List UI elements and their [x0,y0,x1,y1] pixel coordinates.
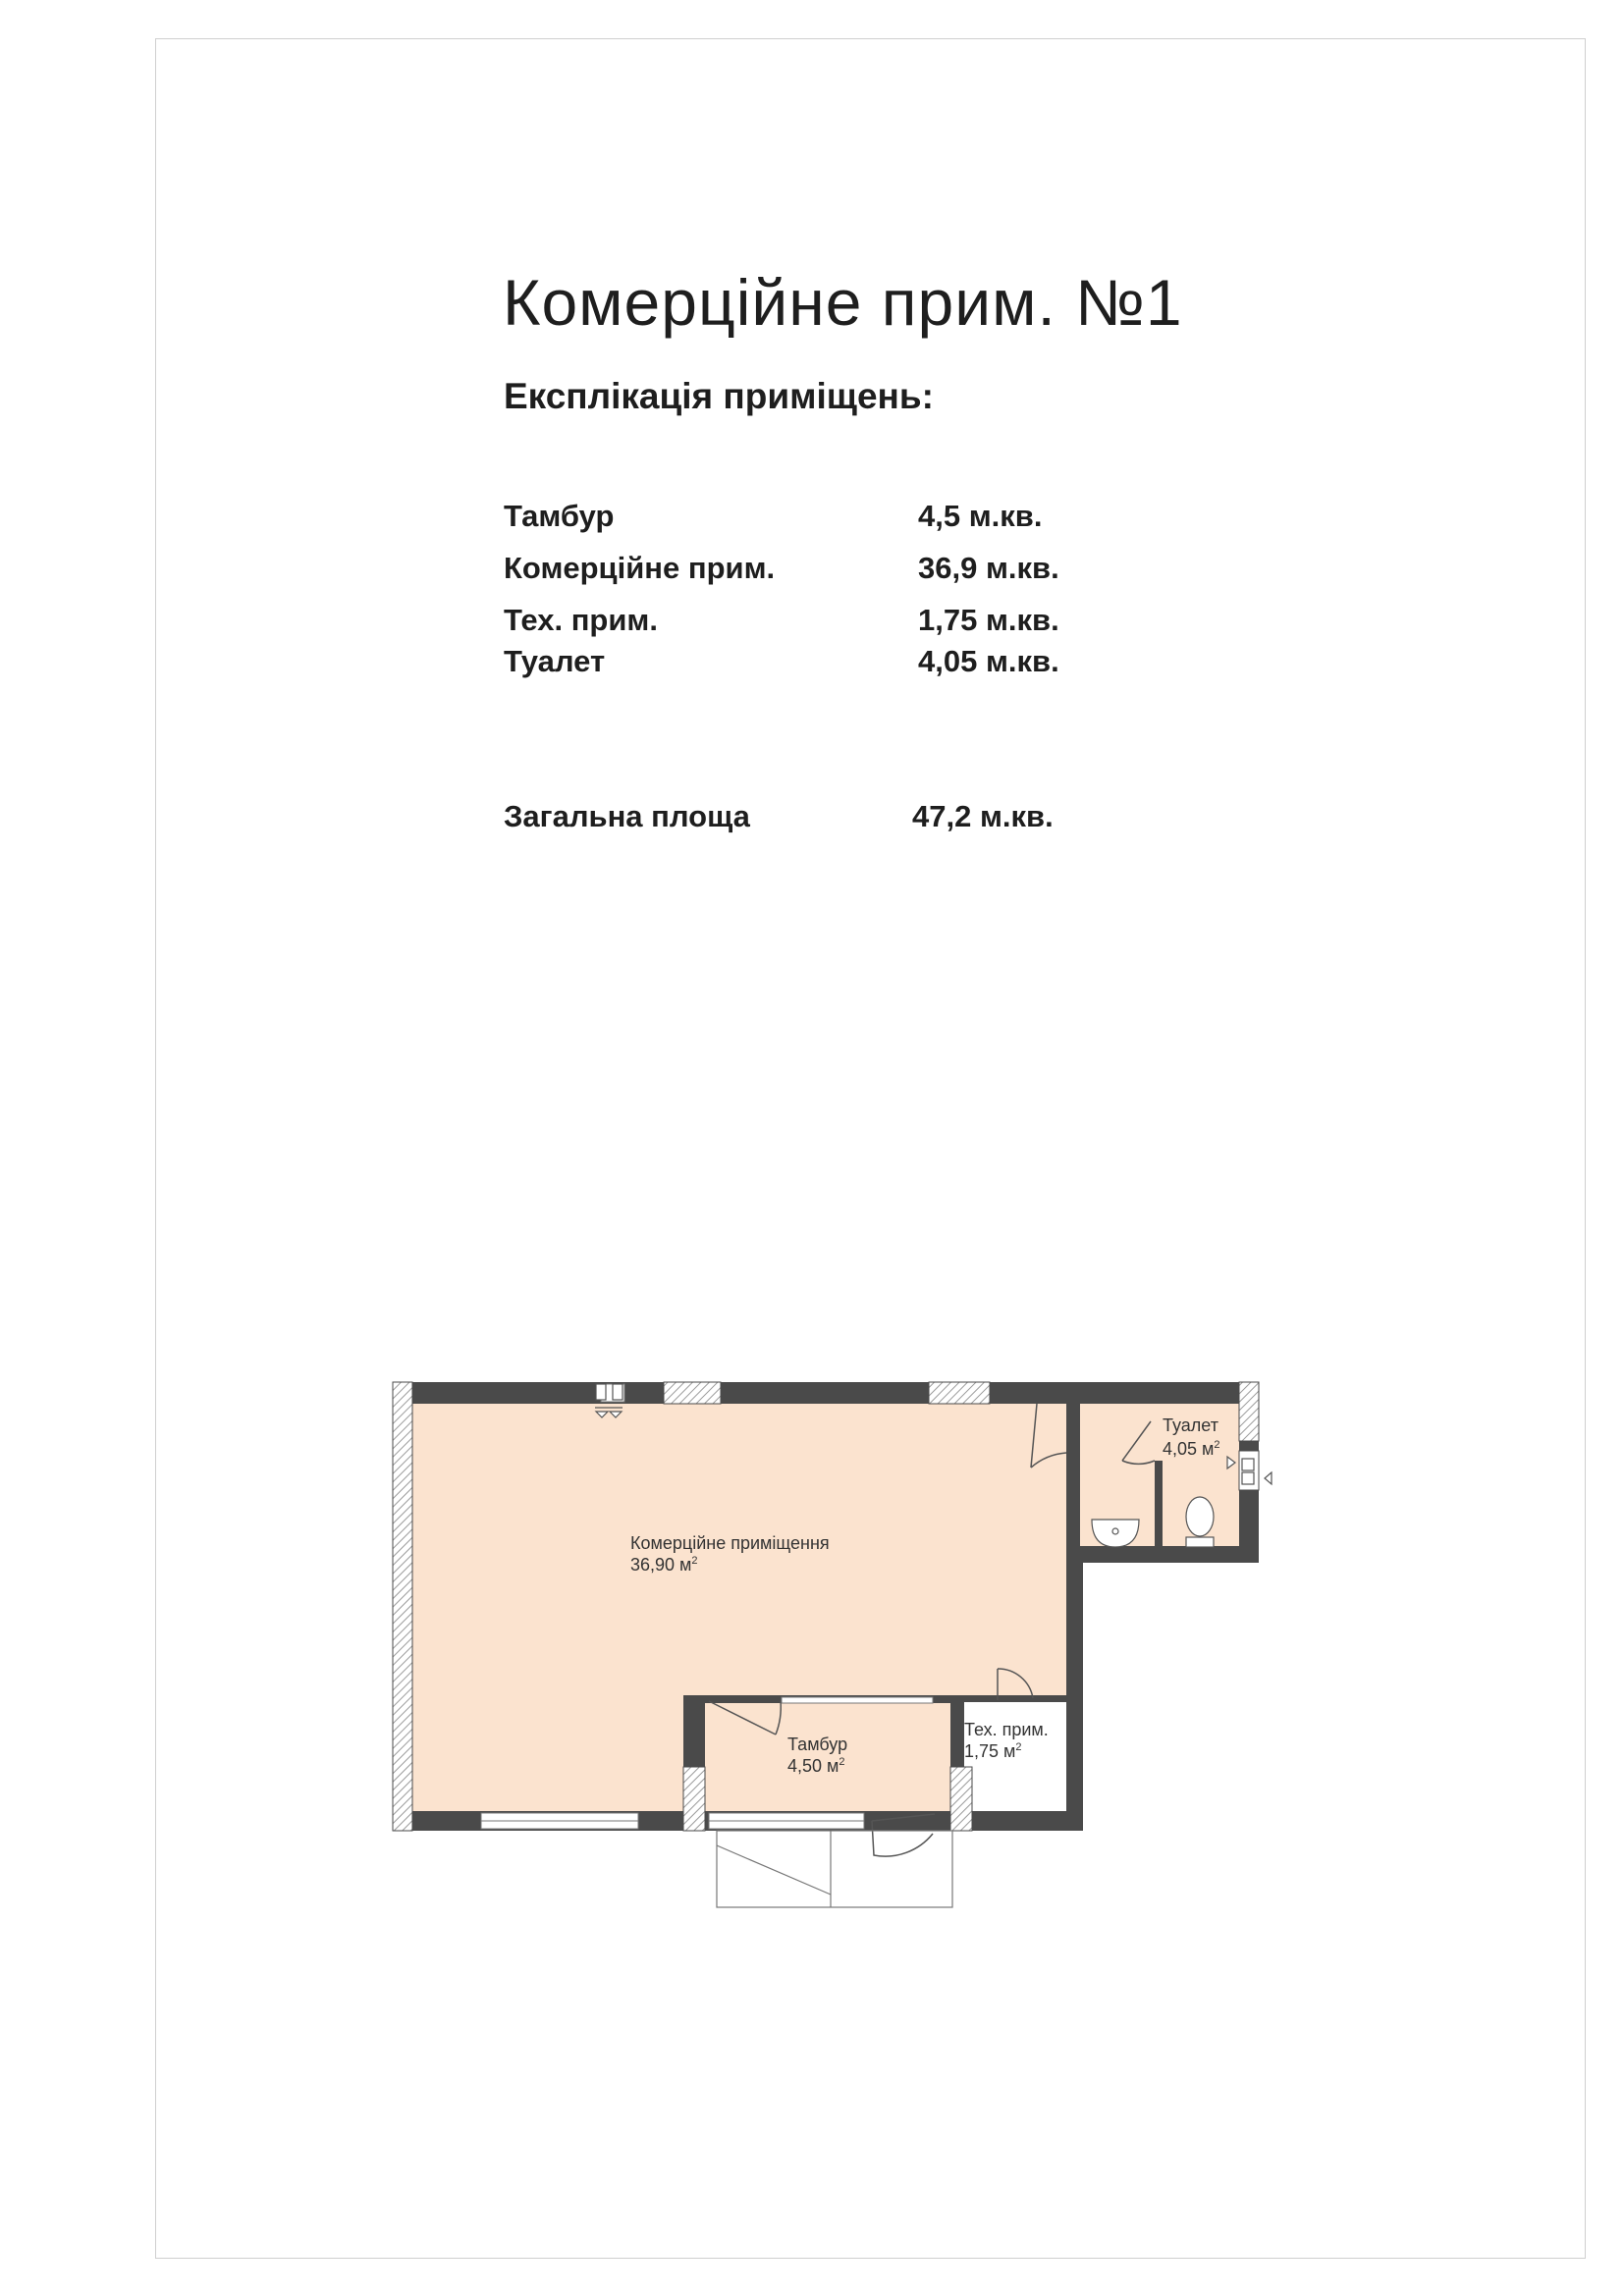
explication-heading: Експлікація приміщень: [504,376,934,416]
svg-text:1,75 м2 [964,1741,1022,1761]
room-name: Туалет [504,644,606,678]
tech-room-area: 1,75 м [964,1741,1016,1761]
tech-room-name: Тех. прим. [964,1720,1049,1739]
total-area: 47,2 м.кв. [912,799,1054,833]
sup-2: 2 [691,1555,698,1567]
room-name: Тамбур [504,499,615,533]
page-title: Комерційне прим. №1 [503,266,1183,339]
sup-2: 2 [1214,1439,1220,1451]
svg-text:36,90 м2 [630,1555,698,1575]
svg-text:4,50 м2 [787,1756,845,1776]
room-area: 1,75 м.кв. [918,603,1059,637]
room-name: Комерційне прим. [504,551,776,585]
svg-text:4,05 м2 [1163,1439,1220,1459]
sup-2: 2 [839,1756,845,1768]
room-name: Тех. прим. [504,603,658,637]
sup-2: 2 [1015,1741,1022,1753]
room-label-tech [964,1720,1049,1761]
tambur-room-name: Тамбур [787,1735,848,1754]
page-border [155,38,1586,2259]
porch [717,1831,952,1907]
commercial-room-name: Комерційне приміщення [630,1533,830,1553]
room-area: 4,05 м.кв. [918,644,1059,678]
toilet-room-area: 4,05 м [1163,1439,1215,1459]
commercial-room-area: 36,90 м [630,1555,692,1575]
floor-plan [373,1364,1296,1914]
tambur-room-area: 4,50 м [787,1756,839,1776]
total-label: Загальна площа [504,799,750,833]
toilet-room-name: Туалет [1163,1415,1218,1435]
room-area: 4,5 м.кв. [918,499,1043,533]
room-area: 36,9 м.кв. [918,551,1059,585]
